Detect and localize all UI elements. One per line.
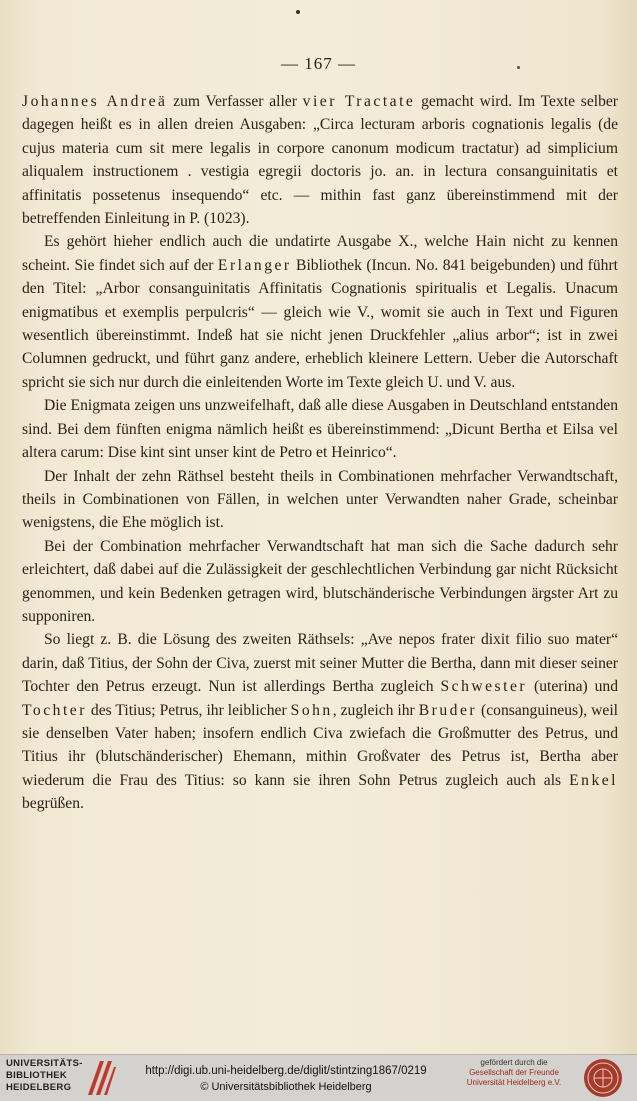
library-logo-icon	[84, 1059, 118, 1097]
library-name: UNIVERSITÄTS- BIBLIOTHEK HEIDELBERG	[6, 1058, 83, 1093]
spaced-emphasis: Enkel	[569, 771, 618, 789]
text-run: zum Verfasser aller	[167, 93, 303, 110]
text-run: gemacht wird. Im Texte selber dagegen heißt es in allen dreien Ausgaben: „Circa lecturam arboris cognationis legalis (de cujus materia cum sit mere legalis in corpore canonum modicum tractatur) ad simplicium aliqualem instructionem . vestigia egregii doctoris jo. an. in lectura consanguinitatis et affinitatis possetenus insequendo“ etc. — mithin fast ganz übereinstimmend mit der betreffenden Einleitung in P. (1023).	[22, 93, 618, 228]
permalink[interactable]: http://digi.ub.uni-heidelberg.de/diglit/stintzing1867/0219	[145, 1065, 427, 1077]
paragraph	[22, 535, 618, 629]
text-run: Der Inhalt der zehn Räthsel besteht theils in Combinationen mehrfacher Verwandtschaft, theils in Combinationen von Fällen, in welchen unter Verwandten naher Grade, scheinbar wenigstens, die Ehe möglich ist.	[22, 467, 618, 532]
university-seal-icon	[582, 1057, 624, 1099]
text-run: , zugleich ihr	[332, 701, 419, 719]
spaced-emphasis: Bruder	[418, 701, 478, 719]
text-run: Bei der Combination mehrfacher Verwandtschaft hat man sich die Sache dadurch sehr erleichtert, daß dabei auf die Zulässigkeit der geschlechtlichen Verbindung gar nicht Rücksicht genommen, und kein Bedenken getragen wird, blutschänderische Verbindungen ärgster Art zu supponiren.	[22, 537, 618, 625]
footer-bar	[0, 1054, 637, 1101]
page-mark	[296, 10, 300, 14]
spaced-emphasis: Sohn	[290, 701, 333, 719]
paragraph	[22, 394, 618, 464]
paragraph	[22, 628, 618, 815]
url-block	[126, 1063, 446, 1095]
paragraph	[22, 90, 618, 230]
paragraph	[22, 230, 618, 394]
spaced-emphasis: Schwester	[440, 678, 528, 696]
body-text	[22, 90, 618, 816]
text-run: (uterina) und	[527, 678, 618, 696]
paragraph	[22, 465, 618, 535]
text-run: So liegt z. B. die Lösung des zweiten Räthsels: „Ave nepos frater dixit filio suo mater“ darin, daß Titius, der Sohn der Civa, zuerst mit seiner Mutter die Bertha, dann mit dieser seiner Tochter den Petrus erzeugt. Nun ist allerdings Bertha zugleich	[22, 631, 618, 696]
text-run: Die Enigmata zeigen uns unzweifelhaft, daß alle diese Ausgaben in Deutschland entstanden sind. Bei dem fünften enigma nämlich heißt es übereinstimmend: „Dicunt Bertha et Eilsa vel altera carum: Dise kint sint unser kint de Petro et Heinrico“.	[22, 397, 618, 462]
spaced-emphasis: Erlanger	[217, 256, 292, 274]
text-run: des Titius; Petrus, ihr leiblicher	[86, 701, 291, 719]
funded-by: gefördert durch die Gesellschaft der Freunde Universität Heidelberg e.V.	[466, 1058, 562, 1087]
text-run: Es gehört hieher endlich auch die undatirte Ausgabe X., welche Hain nicht zu kennen scheint. Sie findet sich auf der	[22, 233, 618, 274]
text-run: (consanguineus), weil sie denselben Vater haben; insofern endlich Civa zwiefach die Großmutter des Petrus, und Titius ihr (blutschänderischer) Ehemann, mithin Großvater des Petrus ist, Bertha aber wiederum die Frau des Titius: so kann sie ihren Sohn Petrus zugleich auch als	[22, 701, 618, 789]
spaced-emphasis: vier Tractate	[302, 93, 416, 110]
page-number: — 167 —	[281, 54, 356, 73]
spaced-emphasis: Tochter	[22, 701, 87, 719]
copyright: © Universitätsbibliothek Heidelberg	[200, 1081, 372, 1093]
text-run: Bibliothek (Incun. No. 841 beigebunden) und führt den Titel: „Arbor consanguinitatis Affinitatis Cognationis spiritualis et Legalis. Unacum enigmatibus et exemplis perpulcris“ — gleich wie V., womit sie auch in Text und Figuren wesentlich übereinstimmt. Indeß hat sie nicht jenen Druckfehler „alius arbor“; ist in zwei Columnen gedruckt, und führt ganz andere, erheblich kleinere Lettern. Ueber die Autorschaft spricht sie sich nur durch die einleitenden Worte im Texte gleich U. und V. aus.	[22, 256, 618, 391]
spaced-emphasis: Johannes Andreä	[22, 93, 168, 110]
text-run: begrüßen.	[22, 795, 84, 813]
